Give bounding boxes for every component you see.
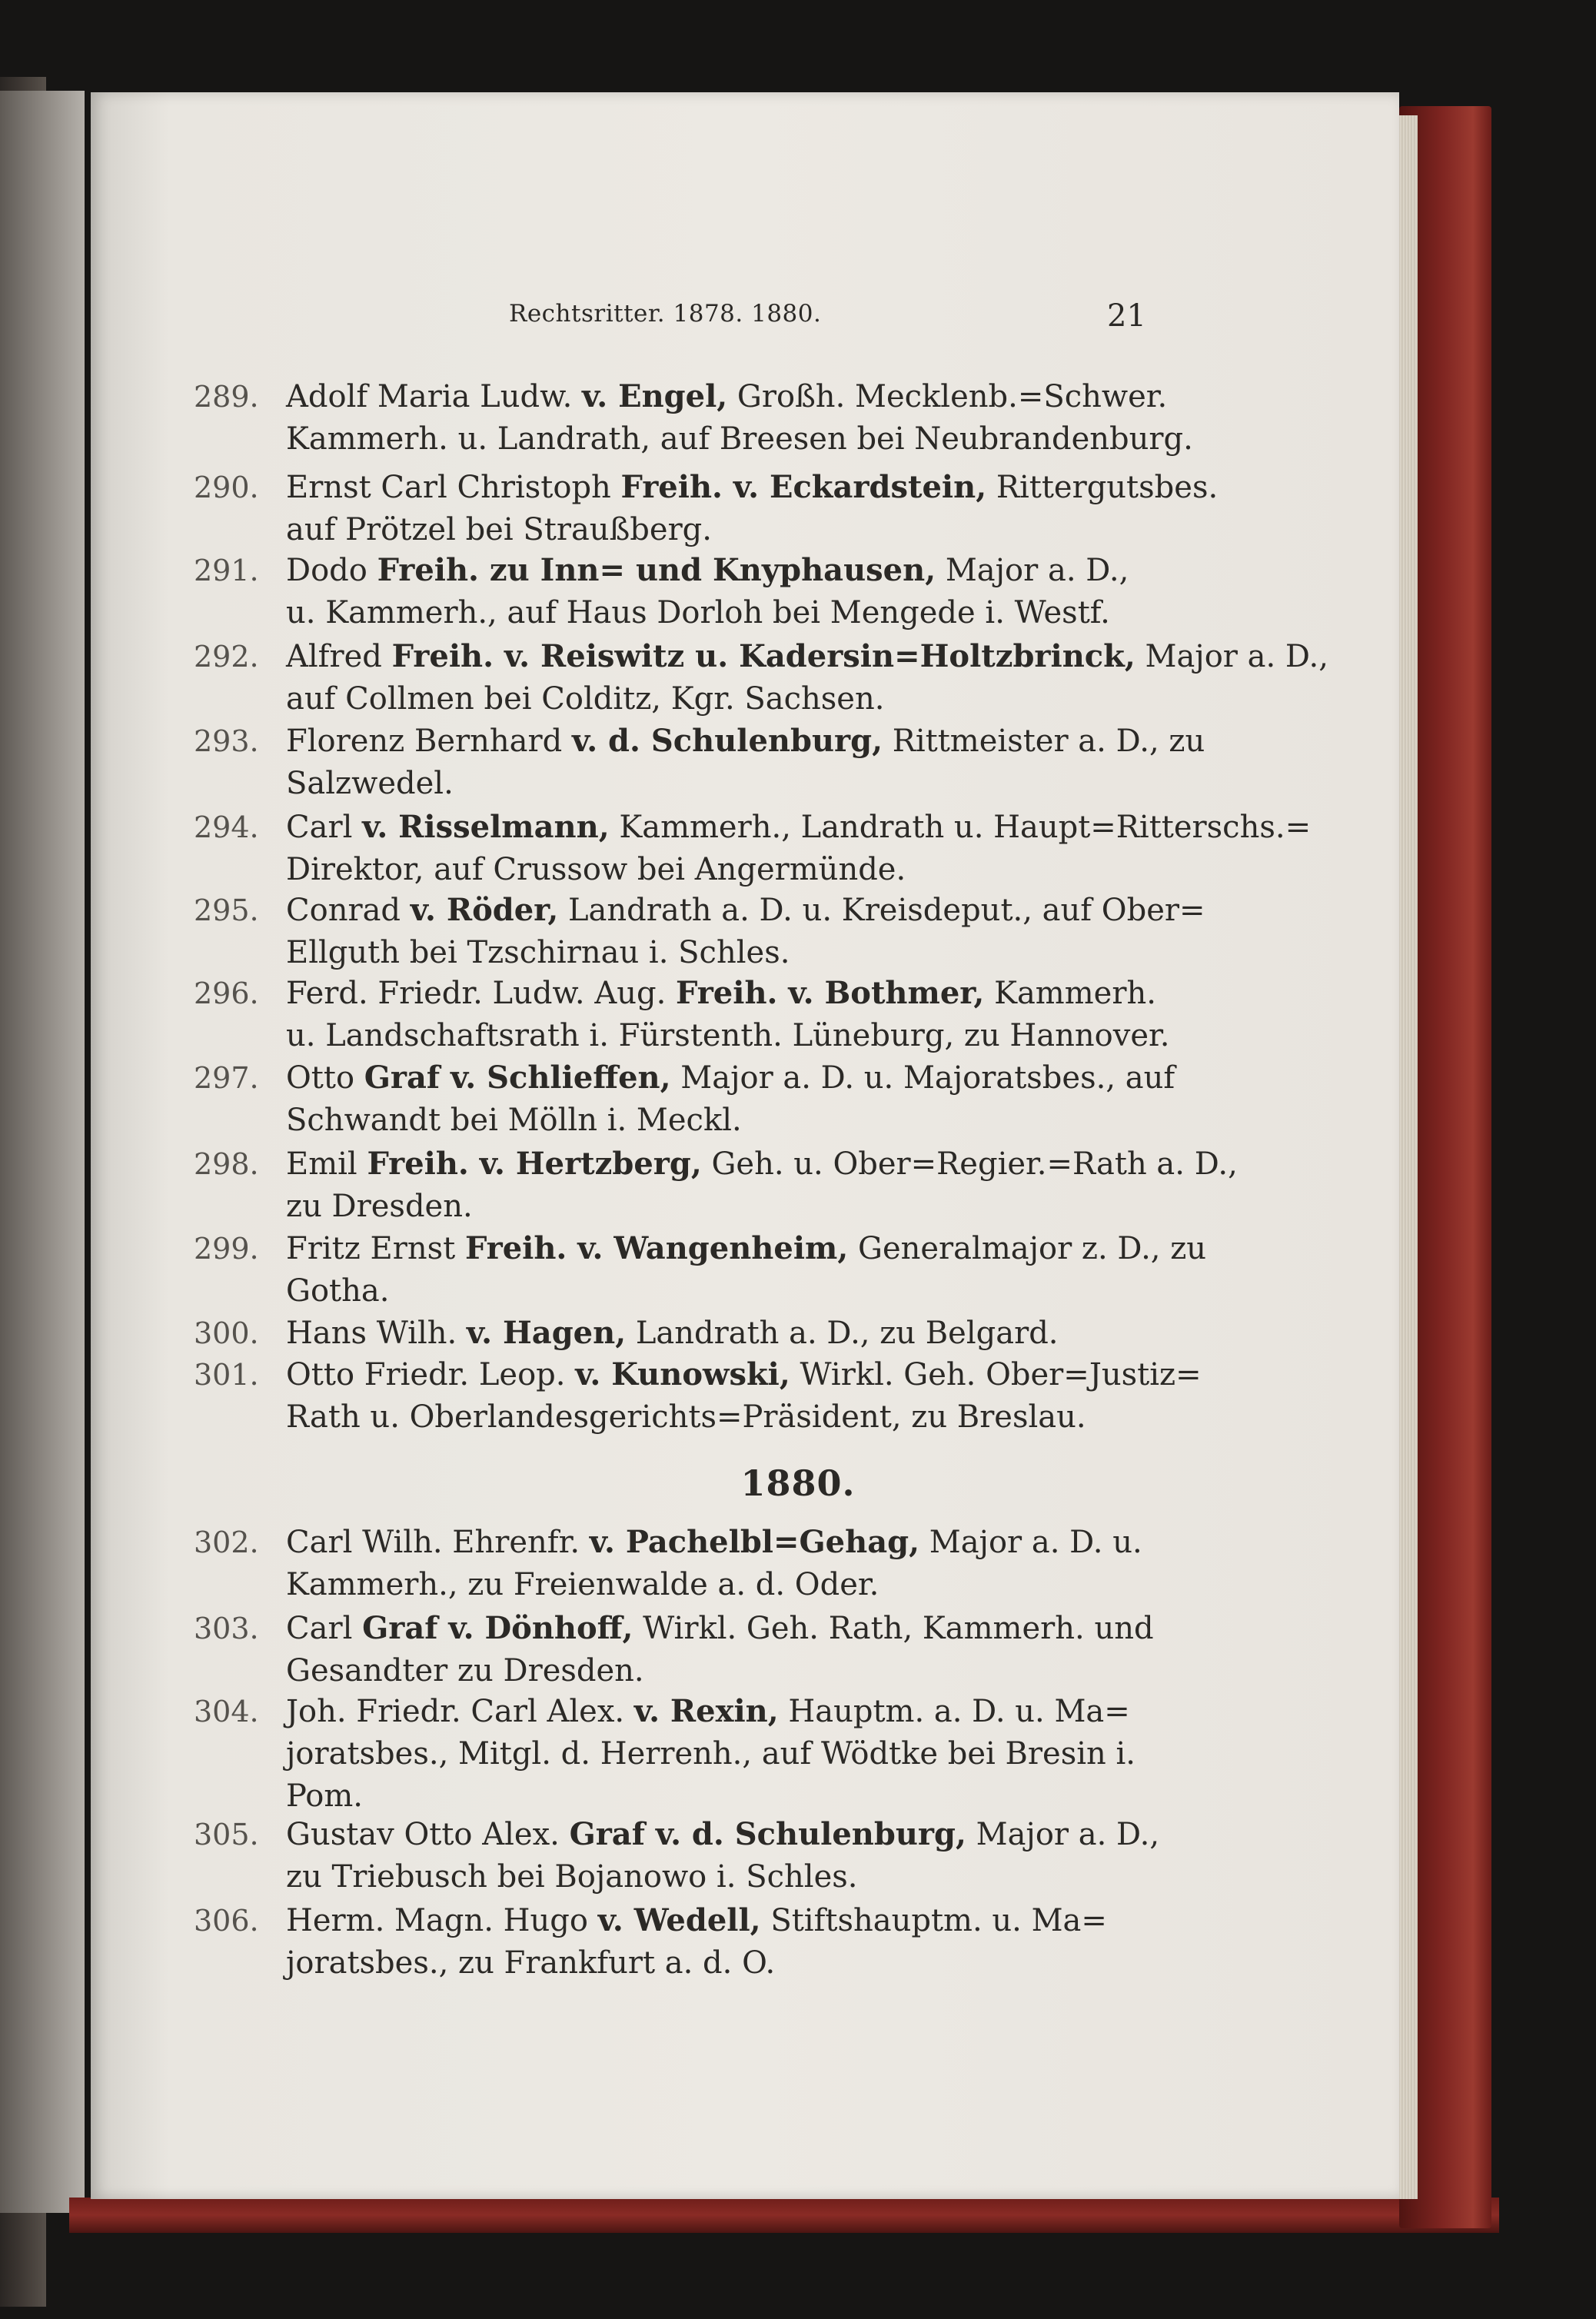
entry-text: joratsbes., zu Frankfurt a. d. O. bbox=[286, 1945, 776, 1981]
entry-line bbox=[286, 552, 1129, 588]
entry-line bbox=[286, 511, 712, 547]
entry-text: Ernst Carl Christoph bbox=[286, 470, 621, 505]
entry-line bbox=[286, 1315, 1059, 1351]
entry-text: Gustav Otto Alex. bbox=[286, 1817, 570, 1852]
entry-number: 290. bbox=[194, 471, 259, 504]
entry-line bbox=[286, 809, 1311, 845]
entry-number: 301. bbox=[194, 1358, 259, 1392]
page-number: 21 bbox=[1107, 298, 1146, 334]
entry-line bbox=[286, 1399, 1086, 1435]
entry-text: Carl bbox=[286, 810, 363, 845]
entry-text: Rittmeister a. D., zu bbox=[883, 724, 1205, 759]
entry-text: Herm. Magn. Hugo bbox=[286, 1903, 598, 1938]
entry-text: Carl Wilh. Ehrenfr. bbox=[286, 1525, 590, 1560]
entry-line bbox=[286, 1102, 742, 1138]
entry-text: Conrad bbox=[286, 893, 411, 928]
entry-text: Schwandt bei Mölln i. Meckl. bbox=[286, 1103, 742, 1138]
entry-text: Kammerh., zu Freienwalde a. d. Oder. bbox=[286, 1567, 879, 1602]
entry-line bbox=[286, 1524, 1142, 1560]
entry-text: Salzwedel. bbox=[286, 766, 454, 801]
entry-line bbox=[286, 1858, 857, 1895]
entry-text: Major a. D. u. bbox=[919, 1525, 1142, 1560]
entry-line bbox=[286, 892, 1205, 928]
entry-line bbox=[286, 680, 884, 717]
entry-line bbox=[286, 765, 454, 801]
entry-text: Gotha. bbox=[286, 1273, 390, 1309]
entry-text: Major a. D., bbox=[966, 1817, 1160, 1852]
entry-name-bold: v. Pachelbl=Gehag, bbox=[589, 1524, 920, 1560]
entry-text: Gesandter zu Dresden. bbox=[286, 1653, 644, 1689]
entry-line bbox=[286, 934, 790, 970]
entry-number: 298. bbox=[194, 1147, 259, 1181]
entry-text: u. Kammerh., auf Haus Dorloh bei Mengede i. Westf. bbox=[286, 595, 1110, 630]
entry-text: Fritz Ernst bbox=[286, 1231, 465, 1266]
entry-text: zu Triebusch bei Bojanowo i. Schles. bbox=[286, 1859, 858, 1895]
entry-name-bold: v. Engel, bbox=[582, 378, 728, 414]
entry-text: Stiftshauptm. u. Ma= bbox=[760, 1903, 1107, 1938]
entry-number: 292. bbox=[194, 640, 259, 674]
entry-name-bold: Freih. v. Bothmer, bbox=[676, 975, 985, 1011]
entry-text: Generalmajor z. D., zu bbox=[848, 1231, 1207, 1266]
entry-name-bold: Freih. zu Inn= und Knyphausen, bbox=[377, 552, 936, 588]
entry-line bbox=[286, 1735, 1135, 1772]
entry-text: Pom. bbox=[286, 1778, 364, 1814]
entry-line bbox=[286, 1945, 775, 1981]
entry-number: 303. bbox=[194, 1612, 259, 1645]
entry-name-bold: Graf v. Schlieffen, bbox=[364, 1060, 671, 1096]
page-stack-edge bbox=[1398, 115, 1418, 2199]
entry-number: 289. bbox=[194, 380, 259, 414]
entry-name-bold: v. Wedell, bbox=[597, 1902, 761, 1938]
entry-number: 293. bbox=[194, 724, 259, 758]
entry-name-bold: Freih. v. Reiswitz u. Kadersin=Holtzbrinck, bbox=[391, 638, 1135, 674]
entry-name-bold: v. Rexin, bbox=[633, 1693, 779, 1729]
entry-line bbox=[286, 1902, 1107, 1938]
entry-line bbox=[286, 975, 1156, 1011]
entry-text: auf Collmen bei Colditz, Kgr. Sachsen. bbox=[286, 681, 885, 717]
entry-name-bold: v. Risselmann, bbox=[362, 809, 610, 845]
entry-line bbox=[286, 1060, 1175, 1096]
entry-line bbox=[286, 594, 1110, 630]
entry-text: Joh. Friedr. Carl Alex. bbox=[286, 1694, 634, 1729]
entry-text: Alfred bbox=[286, 639, 392, 674]
entry-number: 296. bbox=[194, 977, 259, 1010]
entry-text: Major a. D. u. Majoratsbes., auf bbox=[670, 1060, 1175, 1096]
entry-text: Wirkl. Geh. Ober=Justiz= bbox=[790, 1357, 1202, 1392]
entry-text: Dodo bbox=[286, 553, 377, 588]
entry-line bbox=[286, 723, 1205, 759]
entry-number: 306. bbox=[194, 1904, 259, 1938]
entry-line bbox=[286, 469, 1218, 505]
entry-line bbox=[286, 421, 1193, 457]
entry-name-bold: Graf v. d. Schulenburg, bbox=[569, 1816, 966, 1852]
entry-text: Landrath a. D., zu Belgard. bbox=[626, 1316, 1059, 1351]
entry-name-bold: Freih. v. Wangenheim, bbox=[464, 1230, 849, 1266]
entry-text: Landrath a. D. u. Kreisdeput., auf Ober= bbox=[558, 893, 1205, 928]
entry-text: Emil bbox=[286, 1146, 367, 1182]
entry-text: Ferd. Friedr. Ludw. Aug. bbox=[286, 976, 677, 1011]
entry-number: 305. bbox=[194, 1818, 259, 1852]
entry-text: Rath u. Oberlandesgerichts=Präsident, zu Breslau. bbox=[286, 1399, 1086, 1435]
entry-line bbox=[286, 378, 1167, 414]
entry-text: Hans Wilh. bbox=[286, 1316, 467, 1351]
book-cover-bottom bbox=[69, 2198, 1499, 2233]
entry-text: joratsbes., Mitgl. d. Herrenh., auf Wödtke bei Bresin i. bbox=[286, 1736, 1136, 1772]
entry-text: Otto bbox=[286, 1060, 364, 1096]
entry-number: 297. bbox=[194, 1061, 259, 1095]
entry-text: zu Dresden. bbox=[286, 1189, 473, 1224]
entry-line bbox=[286, 1566, 879, 1602]
entry-name-bold: v. Röder, bbox=[410, 892, 559, 928]
entry-name-bold: v. Kunowski, bbox=[575, 1356, 790, 1392]
entry-name-bold: Freih. v. Eckardstein, bbox=[620, 469, 987, 505]
entry-line bbox=[286, 1017, 1169, 1053]
entry-number: 295. bbox=[194, 893, 259, 927]
entry-line bbox=[286, 1356, 1202, 1392]
entry-text: Ellguth bei Tzschirnau i. Schles. bbox=[286, 935, 790, 970]
entry-text: Hauptm. a. D. u. Ma= bbox=[778, 1694, 1130, 1729]
entry-text: Wirkl. Geh. Rath, Kammerh. und bbox=[633, 1611, 1154, 1646]
entry-line bbox=[286, 1188, 473, 1224]
entry-line bbox=[286, 638, 1328, 674]
entry-text: auf Prötzel bei Straußberg. bbox=[286, 512, 713, 547]
entry-name-bold: Graf v. Dönhoff, bbox=[362, 1610, 633, 1646]
entry-line bbox=[286, 1652, 644, 1689]
entry-text: Adolf Maria Ludw. bbox=[286, 379, 583, 414]
entry-name-bold: v. Hagen, bbox=[466, 1315, 627, 1351]
entry-text: Großh. Mecklenb.=Schwer. bbox=[727, 379, 1168, 414]
entry-line bbox=[286, 1273, 389, 1309]
entry-number: 299. bbox=[194, 1232, 259, 1266]
entry-name-bold: v. d. Schulenburg, bbox=[571, 723, 883, 759]
entry-text: Kammerh. bbox=[984, 976, 1156, 1011]
entry-number: 300. bbox=[194, 1316, 259, 1350]
entry-line bbox=[286, 1146, 1238, 1182]
entry-number: 294. bbox=[194, 810, 259, 844]
entry-number: 304. bbox=[194, 1695, 259, 1728]
entry-number: 291. bbox=[194, 554, 259, 587]
entry-text: Kammerh., Landrath u. Haupt=Ritterschs.= bbox=[609, 810, 1312, 845]
entry-text: u. Landschaftsrath i. Fürstenth. Lüneburg, zu Hannover. bbox=[286, 1018, 1170, 1053]
left-page-edge bbox=[0, 91, 85, 2213]
entry-number: 302. bbox=[194, 1525, 259, 1559]
entry-text: Florenz Bernhard bbox=[286, 724, 572, 759]
entry-line bbox=[286, 1230, 1206, 1266]
entry-line bbox=[286, 1816, 1159, 1852]
entry-text: Major a. D., bbox=[936, 553, 1129, 588]
year-heading: 1880. bbox=[740, 1462, 856, 1504]
entry-text: Geh. u. Ober=Regier.=Rath a. D., bbox=[701, 1146, 1238, 1182]
entry-text: Rittergutsbes. bbox=[986, 470, 1219, 505]
entry-line bbox=[286, 1693, 1130, 1729]
entry-text: Direktor, auf Crussow bei Angermünde. bbox=[286, 852, 906, 887]
entry-line bbox=[286, 851, 906, 887]
entry-text: Carl bbox=[286, 1611, 363, 1646]
entry-line bbox=[286, 1610, 1154, 1646]
running-header: Rechtsritter. 1878. 1880. bbox=[509, 300, 822, 328]
entry-text: Otto Friedr. Leop. bbox=[286, 1357, 576, 1392]
entry-name-bold: Freih. v. Hertzberg, bbox=[367, 1146, 702, 1182]
entry-text: Major a. D., bbox=[1135, 639, 1328, 674]
entry-line bbox=[286, 1778, 363, 1814]
entry-text: Kammerh. u. Landrath, auf Breesen bei Neubrandenburg. bbox=[286, 421, 1193, 457]
